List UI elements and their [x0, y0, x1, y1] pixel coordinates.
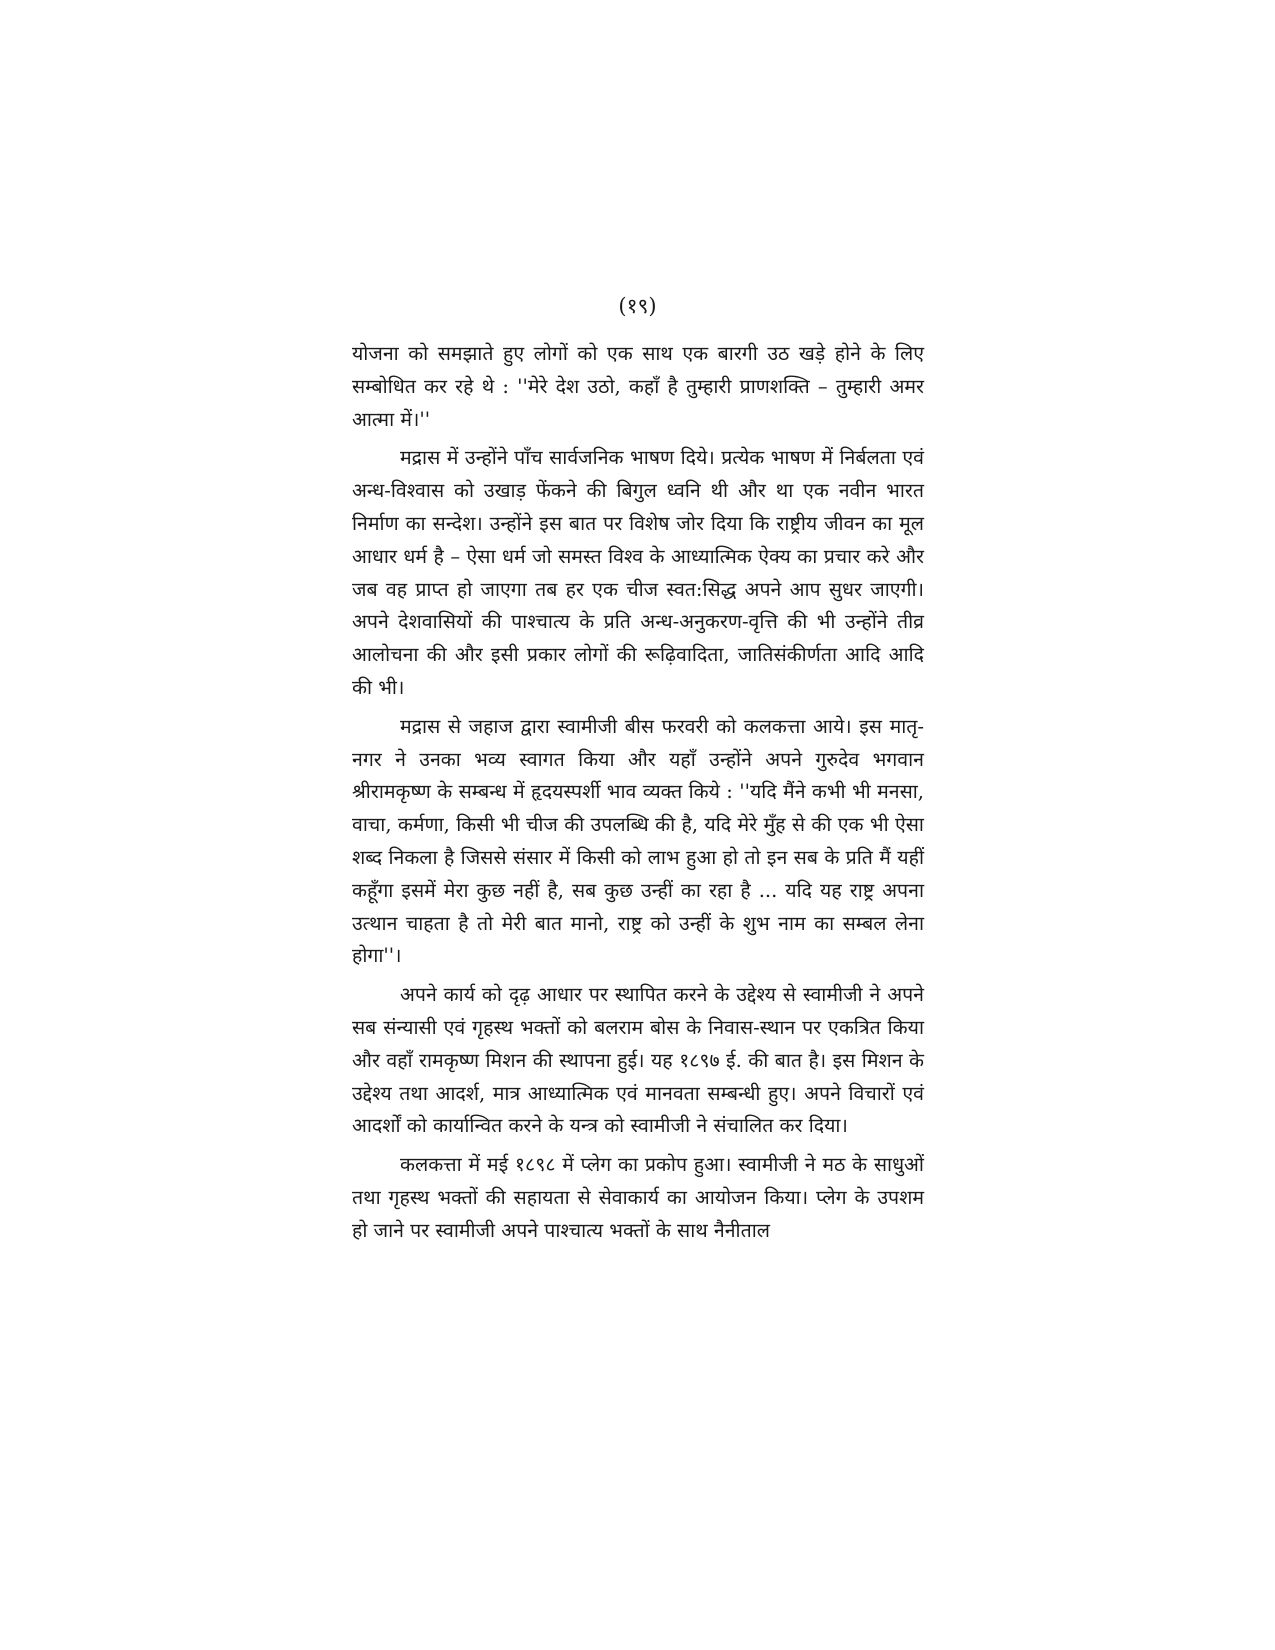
paragraph-continued: योजना को समझाते हुए लोगों को एक साथ एक बारगी उठ खड़े होने के लिए सम्बोधित कर रहे थे : ''मेरे देश उठो, कहाँ है तुम्हारी प्राणशक्ति – तुम्हारी अमर आत्मा में।''	[352, 342, 924, 431]
paragraph-plague: कलकत्ता में मई १८९८ में प्लेग का प्रकोप हुआ। स्वामीजी ने मठ के साधुओं तथा गृहस्थ भक्तों की सहायता से सेवाकार्य का आयोजन किया। प्लेग के उपशम हो जाने पर स्वामीजी अपने पाश्चात्य भक्तों के साथ नैनीताल	[352, 1153, 924, 1242]
page-number: (१९)	[618, 294, 657, 318]
paragraph-calcutta-arrival: मद्रास से जहाज द्वारा स्वामीजी बीस फरवरी को कलकत्ता आये। इस मातृ-नगर ने उनका भव्य स्वागत किया और यहाँ उन्होंने अपने गुरुदेव भगवान श्रीरामकृष्ण के सम्बन्ध में हृदयस्पर्शी भाव व्यक्त किये : ''यदि मैंने कभी भी मनसा, वाचा, कर्मणा, किसी भी चीज की उपलब्धि की है, यदि मेरे मुँह से की एक भी ऐसा शब्द निकला है जिससे संसार में किसी को लाभ हुआ हो तो इन सब के प्रति मैं यहीं कहूँगा इसमें मेरा कुछ नहीं है, सब कुछ उन्हीं का रहा है ... यदि यह राष्ट्र अपना उत्थान चाहता है तो मेरी बात मानो, राष्ट्र को उन्हीं के शुभ नाम का सम्बल लेना होगा''।	[352, 714, 924, 968]
paragraph-ramakrishna-mission: अपने कार्य को दृढ़ आधार पर स्थापित करने के उद्देश्य से स्वामीजी ने अपने सब संन्यासी एवं गृहस्थ भक्तों को बलराम बोस के निवास-स्थान पर एकत्रित किया और वहाँ रामकृष्ण मिशन की स्थापना हुई। यह १८९७ ई. की बात है। इस मिशन के उद्देश्य तथा आदर्श, मात्र आध्यात्मिक एवं मानवता सम्बन्धी हुए। अपने विचारों एवं आदर्शों को कार्यान्वित करने के यन्त्र को स्वामीजी ने संचालित कर दिया।	[352, 983, 924, 1138]
body-text	[352, 338, 924, 1254]
paragraph-madras-speeches: मद्रास में उन्होंने पाँच सार्वजनिक भाषण दिये। प्रत्येक भाषण में निर्बलता एवं अन्ध-विश्वास को उखाड़ फेंकने की बिगुल ध्वनि थी और था एक नवीन भारत निर्माण का सन्देश। उन्होंने इस बात पर विशेष जोर दिया कि राष्ट्रीय जीवन का मूल आधार धर्म है – ऐसा धर्म जो समस्त विश्व के आध्यात्मिक ऐक्य का प्रचार करे और जब वह प्राप्त हो जाएगा तब हर एक चीज स्वत:सिद्ध अपने आप सुधर जाएगी। अपने देशवासियों की पाश्चात्य के प्रति अन्ध-अनुकरण-वृत्ति की भी उन्होंने तीव्र आलोचना की और इसी प्रकार लोगों की रूढ़िवादिता, जातिसंकीर्णता आदि आदि की भी।	[352, 446, 924, 699]
